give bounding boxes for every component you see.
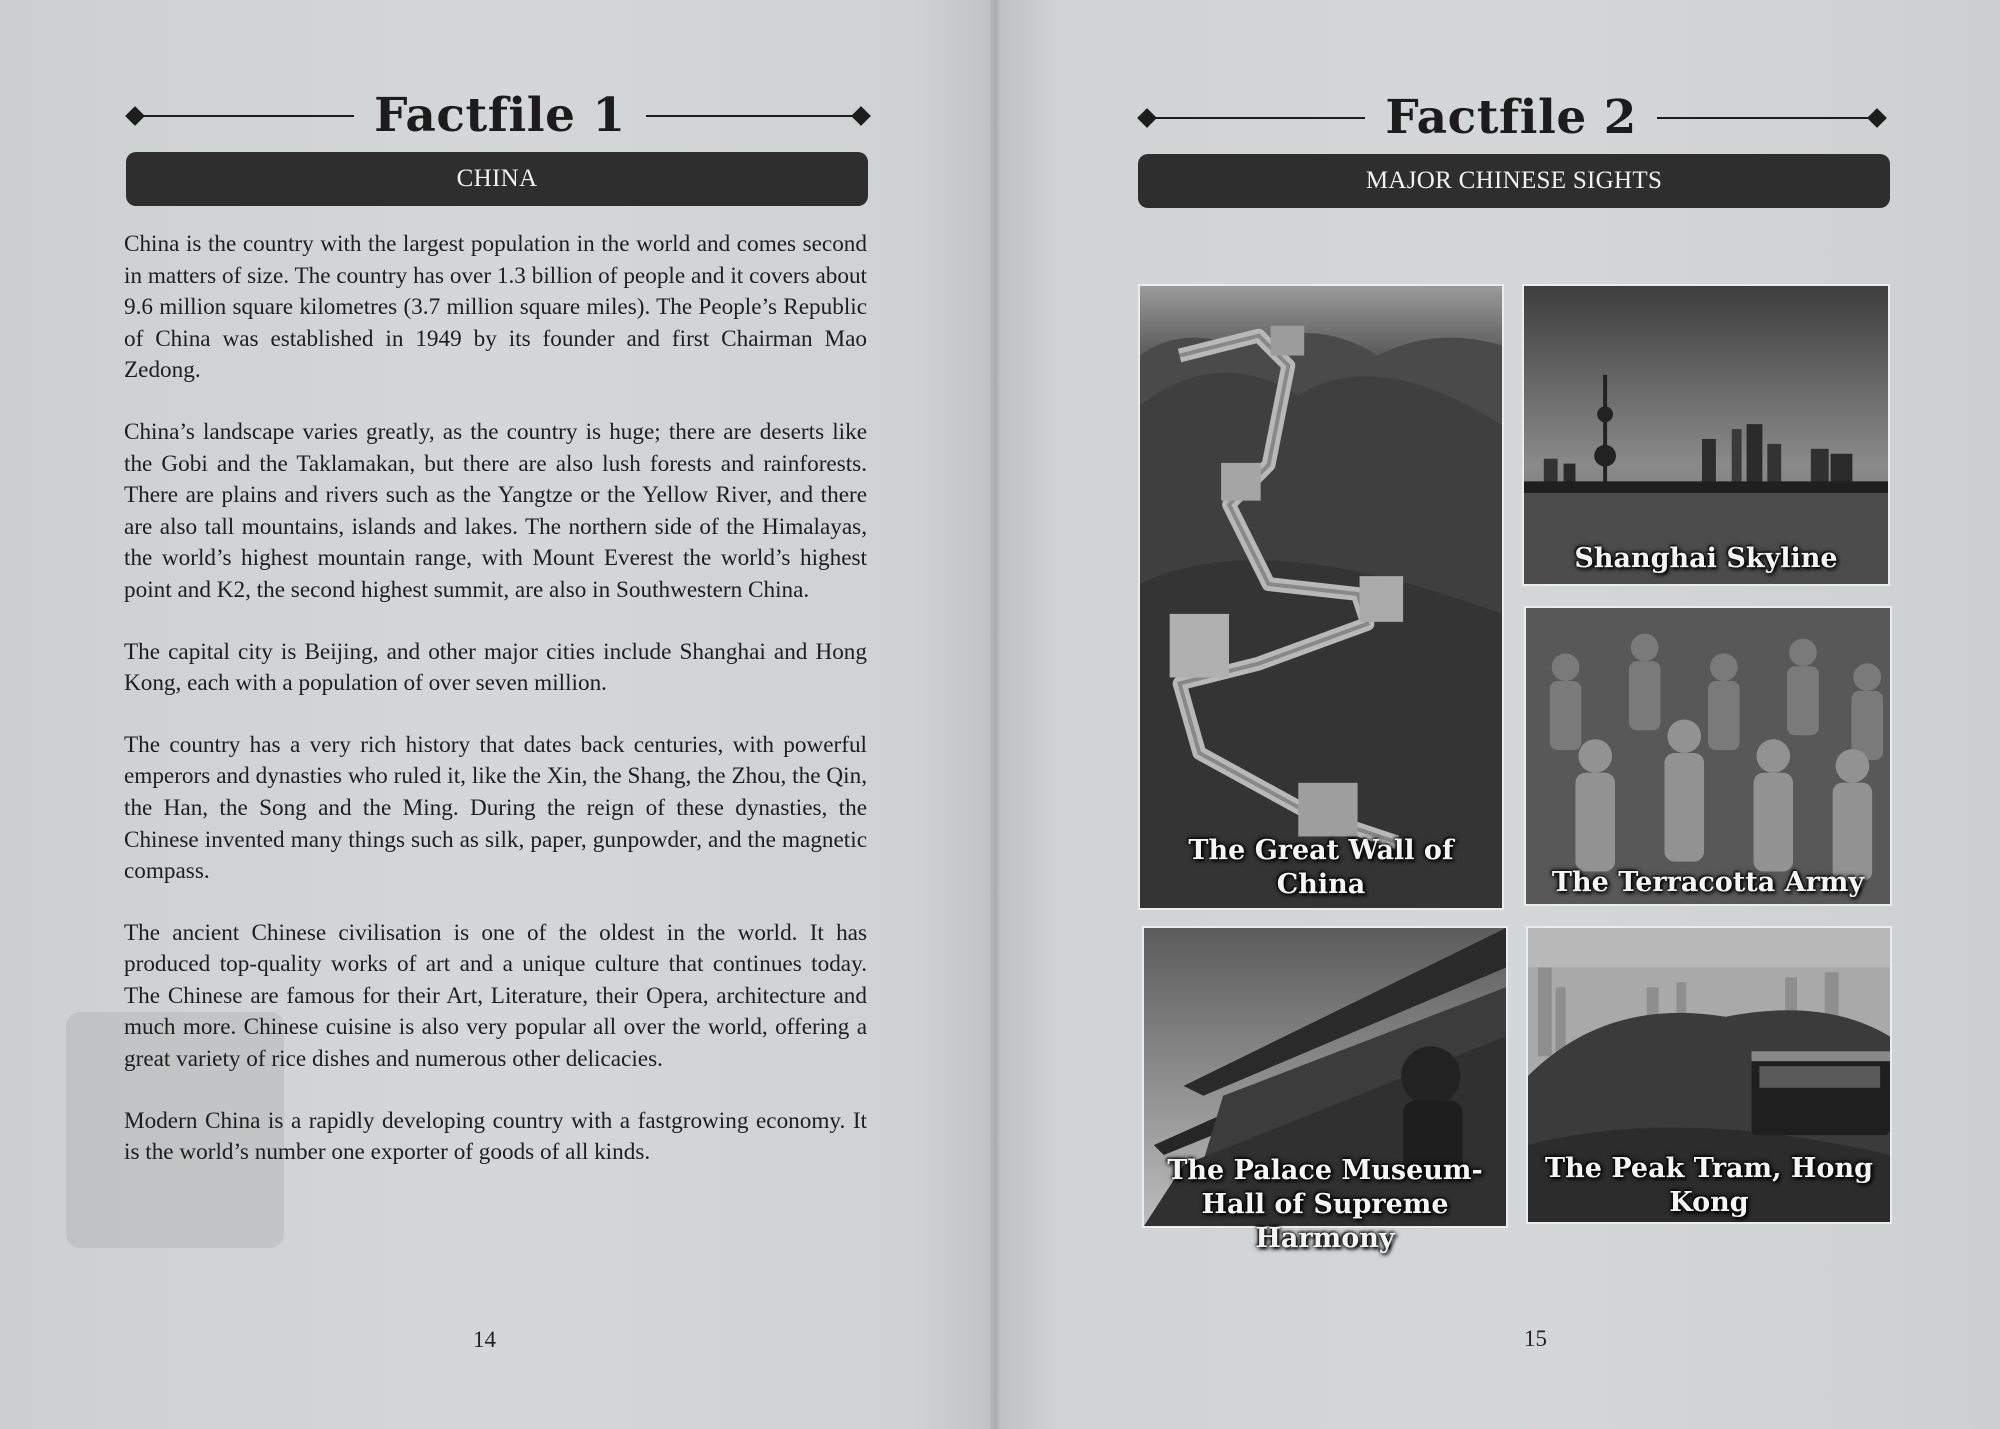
page-number-14: 14: [473, 1327, 496, 1352]
page-number-15: 15: [1524, 1326, 1547, 1351]
right-diamond-ornament: [851, 106, 871, 126]
factfile-2-title: Factfile 2: [1385, 90, 1637, 145]
left-rule: [142, 115, 354, 117]
paragraph-4: The country has a very rich history that dates back centuries, with powerful emperors and dynasties who ruled it, like the Xin, the Shang, the Zhou, the Qin, the Han, the Song and the Ming. During the reign of these dynasties, the Chinese invented many things such as silk, paper, gunpowder, and the magnetic compass.: [124, 731, 867, 885]
shanghai-image: [1524, 286, 1888, 584]
book-gutter: [990, 0, 1000, 1429]
terracotta-caption: The Terracotta Army: [1551, 867, 1865, 898]
factfile-2-heading: [1140, 90, 1884, 145]
right-diamond-ornament: [1867, 108, 1887, 128]
china-banner: CHINA: [126, 152, 868, 206]
palace-museum-photo: [1142, 926, 1508, 1254]
factfile-1-heading: [128, 88, 868, 143]
shanghai-skyline-photo: [1522, 284, 1890, 586]
great-wall-image: [1140, 286, 1502, 908]
right-rule: [646, 115, 854, 117]
major-sights-banner: MAJOR CHINESE SIGHTS: [1138, 154, 1890, 208]
paragraph-1: China is the country with the largest population in the world and comes second in matters of size. The country has over 1.3 billion of people and it covers about 9.6 million square kilometres (3.7 million square miles). The People’s Republic of China was established in 1949 by its founder and first Chairman Mao Zedong.: [124, 231, 867, 384]
paragraph-5: The ancient Chinese civilisation is one of the oldest in the world. It has produced top-quality works of art and a unique culture that continues today. The Chinese are famous for their Art, Literature, their Opera, architecture and much more. Chinese cuisine is also very popular all over the world, offering a great variety of rice dishes and numerous other delicacies.: [124, 919, 867, 1073]
palace-caption: The Palace Museum-Hall of Supreme Harmony: [1167, 1155, 1483, 1254]
terracotta-image: [1526, 608, 1890, 904]
great-wall-caption: The Great Wall of China: [1188, 835, 1454, 900]
terracotta-army-photo: [1524, 606, 1892, 906]
right-rule: [1657, 117, 1870, 119]
shanghai-caption: Shanghai Skyline: [1574, 543, 1838, 574]
paragraph-3: The capital city is Beijing, and other major cities include Shanghai and Hong Kong, each with a population of over seven million.: [124, 638, 867, 697]
china-article: [124, 229, 867, 1199]
paragraph-2: China’s landscape varies greatly, as the country is huge; there are deserts like the Gobi and the Taklamakan, but there are also lush forests and rainforests. There are plains and rivers such as the Yangtze or the Yellow River, and there are also tall mountains, islands and lakes. The northern side of the Himalayas, the world’s highest mountain range, with Mount Everest the world’s highest point and K2, the second highest summit, are also in Southwestern China.: [124, 418, 867, 603]
peak-tram-photo: [1526, 926, 1892, 1224]
factfile-1-title: Factfile 1: [374, 88, 626, 143]
left-rule: [1154, 117, 1365, 119]
great-wall-photo: [1138, 284, 1504, 910]
paragraph-6: Modern China is a rapidly developing country with a fastgrowing economy. It is the world’s number one exporter of goods of all kinds.: [124, 1107, 867, 1166]
peak-tram-caption: The Peak Tram, Hong Kong: [1545, 1153, 1873, 1218]
